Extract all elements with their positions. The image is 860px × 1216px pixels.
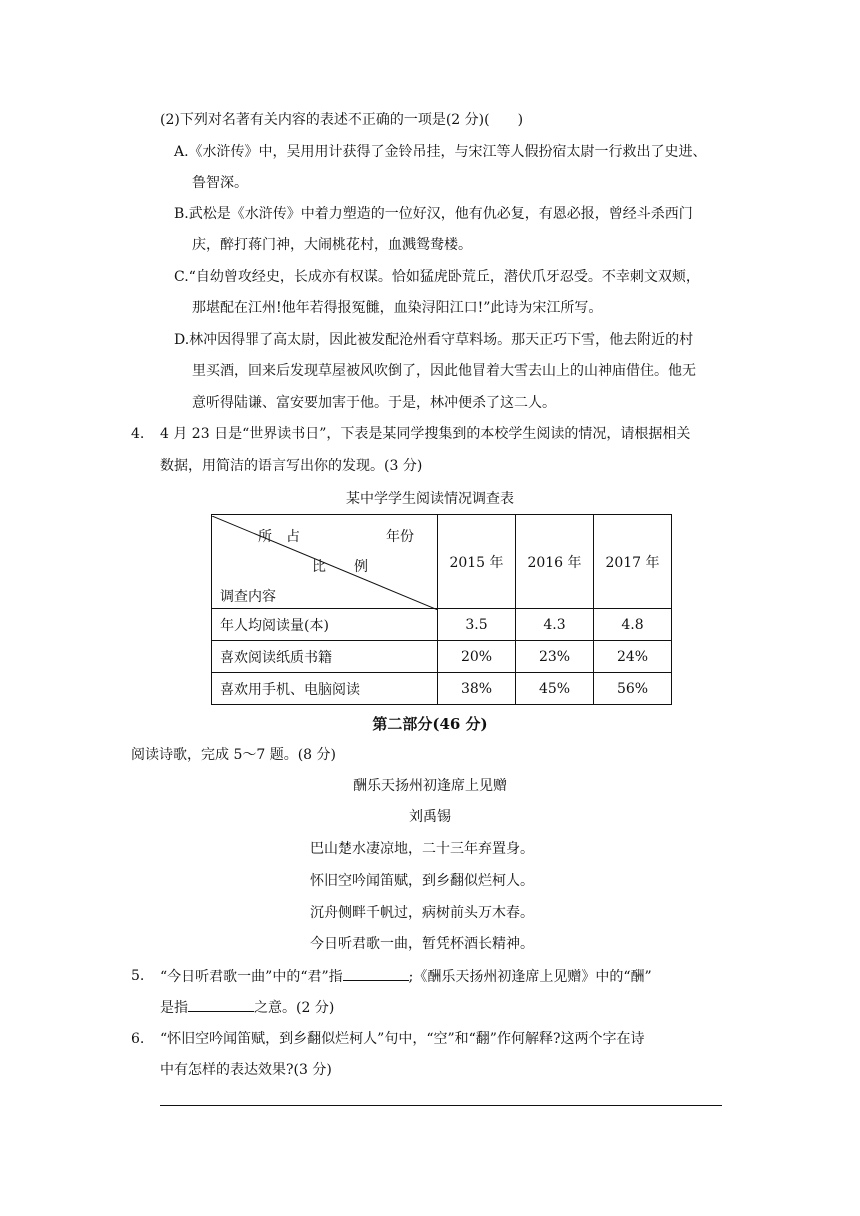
option-a-line1: A.《水浒传》中，吴用用计获得了金铃吊挂，与宋江等人假扮宿太尉一行救出了史进、	[174, 144, 707, 160]
poem-title: 酬乐天扬州初逢席上见赠	[353, 778, 507, 794]
q4-number: 4.	[131, 426, 145, 442]
q6-line2: 中有怎样的表达效果?(3 分)	[160, 1062, 332, 1078]
q4-line1: 4 月 23 日是“世界读书日”，下表是某同学搜集到的本校学生阅读的情况，请根据相关	[160, 426, 691, 442]
poem-line-4: 今日听君歌一曲，暂凭杯酒长精神。	[310, 936, 534, 952]
table-row	[212, 673, 672, 705]
option-d-line3: 意听得陆谦、富安要加害于他。于是，林冲便杀了这二人。	[192, 395, 556, 411]
q5-line2	[160, 997, 334, 1018]
option-d-line2: 里买酒，回来后发现草屋被风吹倒了，因此他冒着大雪去山上的山神庙借住。他无	[192, 363, 696, 379]
q6-line1: “怀旧空吟闻笛赋，到乡翻似烂柯人”句中，“空”和“翻”作何解释?这两个字在诗	[160, 1031, 645, 1047]
option-c-line1: C.“自幼曾攻经史，长成亦有权谋。恰如猛虎卧荒丘，潜伏爪牙忍受。不幸刺文双颊，	[174, 269, 700, 285]
table-cell: 23%	[516, 641, 594, 673]
year-2017-header: 2017 年	[594, 515, 672, 609]
table-cell: 38%	[438, 673, 516, 705]
answer-blank[interactable]	[188, 997, 254, 1012]
poem-line-2: 怀旧空吟闻笛赋，到乡翻似烂柯人。	[310, 873, 534, 889]
q6-number: 6.	[131, 1031, 145, 1047]
table-row	[212, 641, 672, 673]
table-cell: 4.8	[594, 609, 672, 641]
poem-line-3: 沉舟侧畔千帆过，病树前头万木春。	[310, 905, 534, 921]
poem-line-1: 巴山楚水凄凉地，二十三年弃置身。	[310, 841, 534, 857]
table-cell: 45%	[516, 673, 594, 705]
header-bottom: 调查内容	[220, 588, 276, 605]
row-label: 喜欢阅读纸质书籍	[212, 641, 438, 673]
table-cell: 56%	[594, 673, 672, 705]
option-d-line1: D.林冲因得罪了高太尉，因此被发配沧州看守草料场。那天正巧下雪，他去附近的村	[174, 332, 694, 348]
option-c-line2: 那堪配在江州!他年若得报冤雠，血染浔阳江口!”此诗为宋江所写。	[192, 300, 603, 316]
part2-instruction: 阅读诗歌，完成 5～7 题。(8 分)	[131, 747, 336, 763]
option-a-line2: 鲁智深。	[192, 175, 248, 191]
option-b-line1: B.武松是《水浒传》中着力塑造的一位好汉，他有仇必复，有恩必报，曾经斗杀西门	[174, 206, 693, 222]
poem-author: 刘禹锡	[409, 809, 451, 825]
row-label: 喜欢用手机、电脑阅读	[212, 673, 438, 705]
header-top-left: 所 占	[258, 528, 300, 545]
table-cell: 4.3	[516, 609, 594, 641]
q5-number: 5.	[131, 968, 145, 984]
q3-part2-stem: (2)下列对名著有关内容的表述不正确的一项是(2 分)( )	[160, 112, 524, 128]
answer-blank[interactable]	[343, 966, 409, 981]
year-2016-header: 2016 年	[516, 515, 594, 609]
diagonal-header-cell	[212, 515, 438, 609]
header-top-right: 年份	[386, 528, 414, 545]
table-cell: 20%	[438, 641, 516, 673]
row-label: 年人均阅读量(本)	[212, 609, 438, 641]
table-title: 某中学学生阅读情况调查表	[346, 491, 514, 507]
table-header-row	[212, 515, 672, 609]
q5-line1	[160, 966, 652, 987]
header-middle: 比 例	[312, 558, 368, 575]
q5-text-b: ;《酬乐天扬州初逢席上见赠》中的“酬”	[408, 969, 652, 985]
q5-text-a: “今日听君歌一曲”中的“君”指	[160, 969, 343, 985]
q5-text-c: 是指	[160, 1000, 188, 1016]
q4-line2: 数据，用简洁的语言写出你的发现。(3 分)	[160, 458, 423, 474]
q5-text-d: 之意。(2 分)	[254, 1000, 335, 1016]
table-cell: 3.5	[438, 609, 516, 641]
part2-heading: 第二部分(46 分)	[372, 715, 488, 733]
year-2015-header: 2015 年	[438, 515, 516, 609]
table-row	[212, 609, 672, 641]
reading-survey-table	[211, 514, 672, 705]
option-b-line2: 庆，醉打蒋门神，大闹桃花村，血溅鸳鸯楼。	[192, 237, 472, 253]
table-cell: 24%	[594, 641, 672, 673]
answer-line[interactable]	[160, 1105, 722, 1106]
